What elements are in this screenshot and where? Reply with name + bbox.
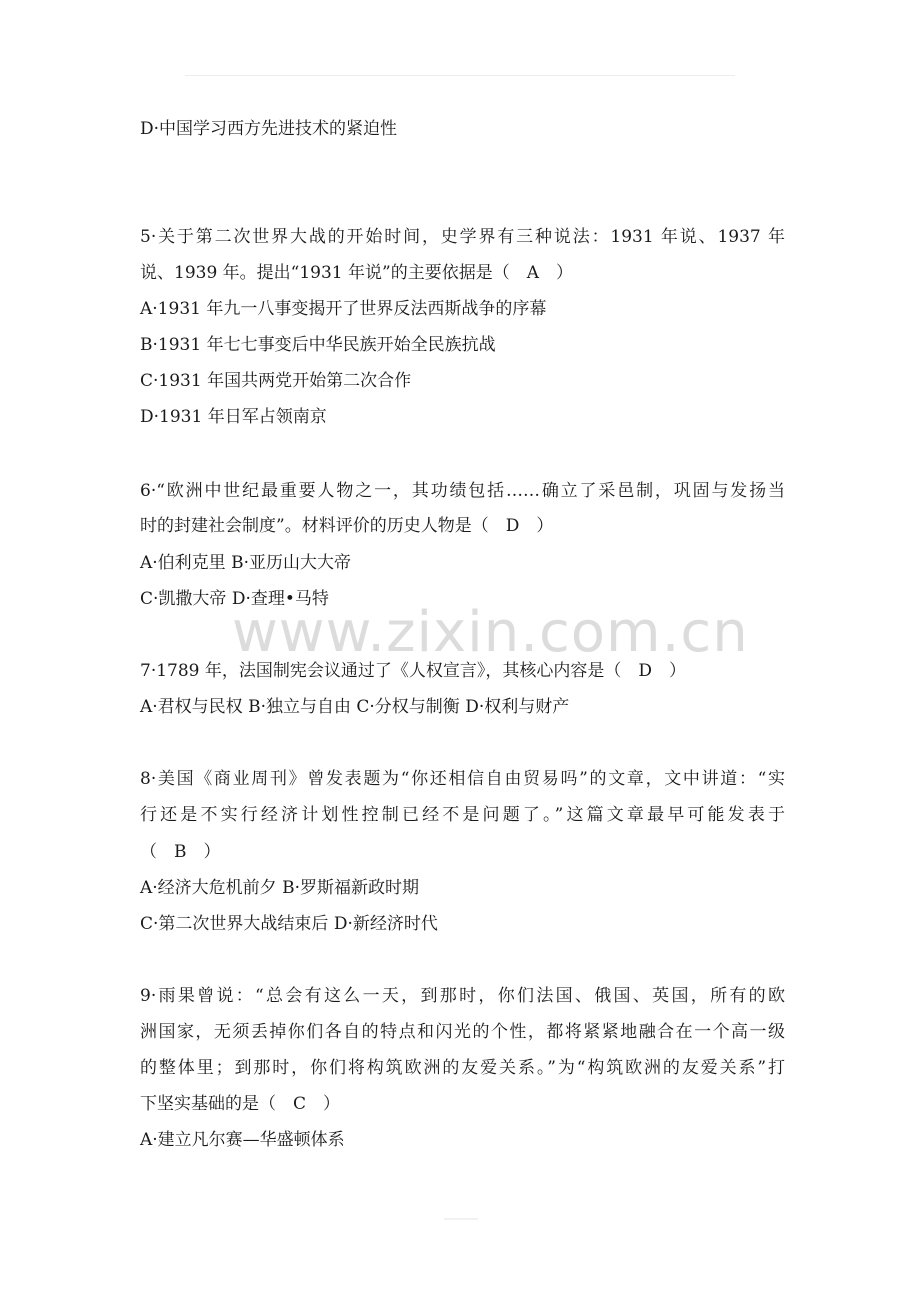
q6-options-ab: A·伯利克里 B·亚历山大大帝 [140,553,351,573]
footer-mark [444,1218,478,1220]
q8-stem-line-1: 8·美国《商业周刊》曾发表题为“你还相信自由贸易吗”的文章，文中讲道：“实 [140,769,785,789]
watermark: www.zixin.com.cn [232,600,749,665]
q9-stem-line-3: 的整体里；到那时，你们将构筑欧洲的友爱关系。”为“构筑欧洲的友爱关系”打 [140,1058,785,1078]
q9-stem-line-1: 9·雨果曾说：“总会有这么一天，到那时，你们法国、俄国、英国，所有的欧 [140,986,785,1006]
q8-stem-line-3: （ B ） [140,842,221,862]
q9-stem-line-4: 下坚实基础的是（ C ） [140,1094,341,1114]
q6-options-cd: C·凯撒大帝 D·查理•马特 [140,589,329,609]
q7-stem: 7·1789 年，法国制宪会议通过了《人权宣言》，其核心内容是（ D ） [140,661,687,681]
q5-option-a: A·1931 年九一八事变揭开了世界反法西斯战争的序幕 [140,299,547,319]
header-rule [185,75,735,76]
q9-stem-line-2: 洲国家，无须丢掉你们各自的特点和闪光的个性，都将紧紧地融合在一个高一级 [140,1022,785,1042]
q5-option-b: B·1931 年七七事变后中华民族开始全民族抗战 [140,335,496,355]
q7-options: A·君权与民权 B·独立与自由 C·分权与制衡 D·权利与财产 [140,697,570,717]
q5-stem-line-1: 5·关于第二次世界大战的开始时间，史学界有三种说法：1931 年说、1937 年 [140,227,785,247]
q4-option-d: D·中国学习西方先进技术的紧迫性 [140,119,398,139]
q8-stem-line-2: 行还是不实行经济计划性控制已经不是问题了。”这篇文章最早可能发表于 [140,805,785,825]
q8-options-ab: A·经济大危机前夕 B·罗斯福新政时期 [140,878,419,898]
q8-options-cd: C·第二次世界大战结束后 D·新经济时代 [140,914,438,934]
q6-stem-line-2: 时的封建社会制度”。材料评价的历史人物是（ D ） [140,516,554,536]
q6-stem-line-1: 6·“欧洲中世纪最重要人物之一，其功绩包括……确立了采邑制，巩固与发扬当 [140,481,785,501]
q5-stem-line-2: 说、1939 年。提出“1931 年说”的主要依据是（ A ） [140,263,573,283]
q5-option-d: D·1931 年日军占领南京 [140,407,327,427]
q9-option-a: A·建立凡尔赛—华盛顿体系 [140,1130,345,1150]
q5-option-c: C·1931 年国共两党开始第二次合作 [140,371,412,391]
